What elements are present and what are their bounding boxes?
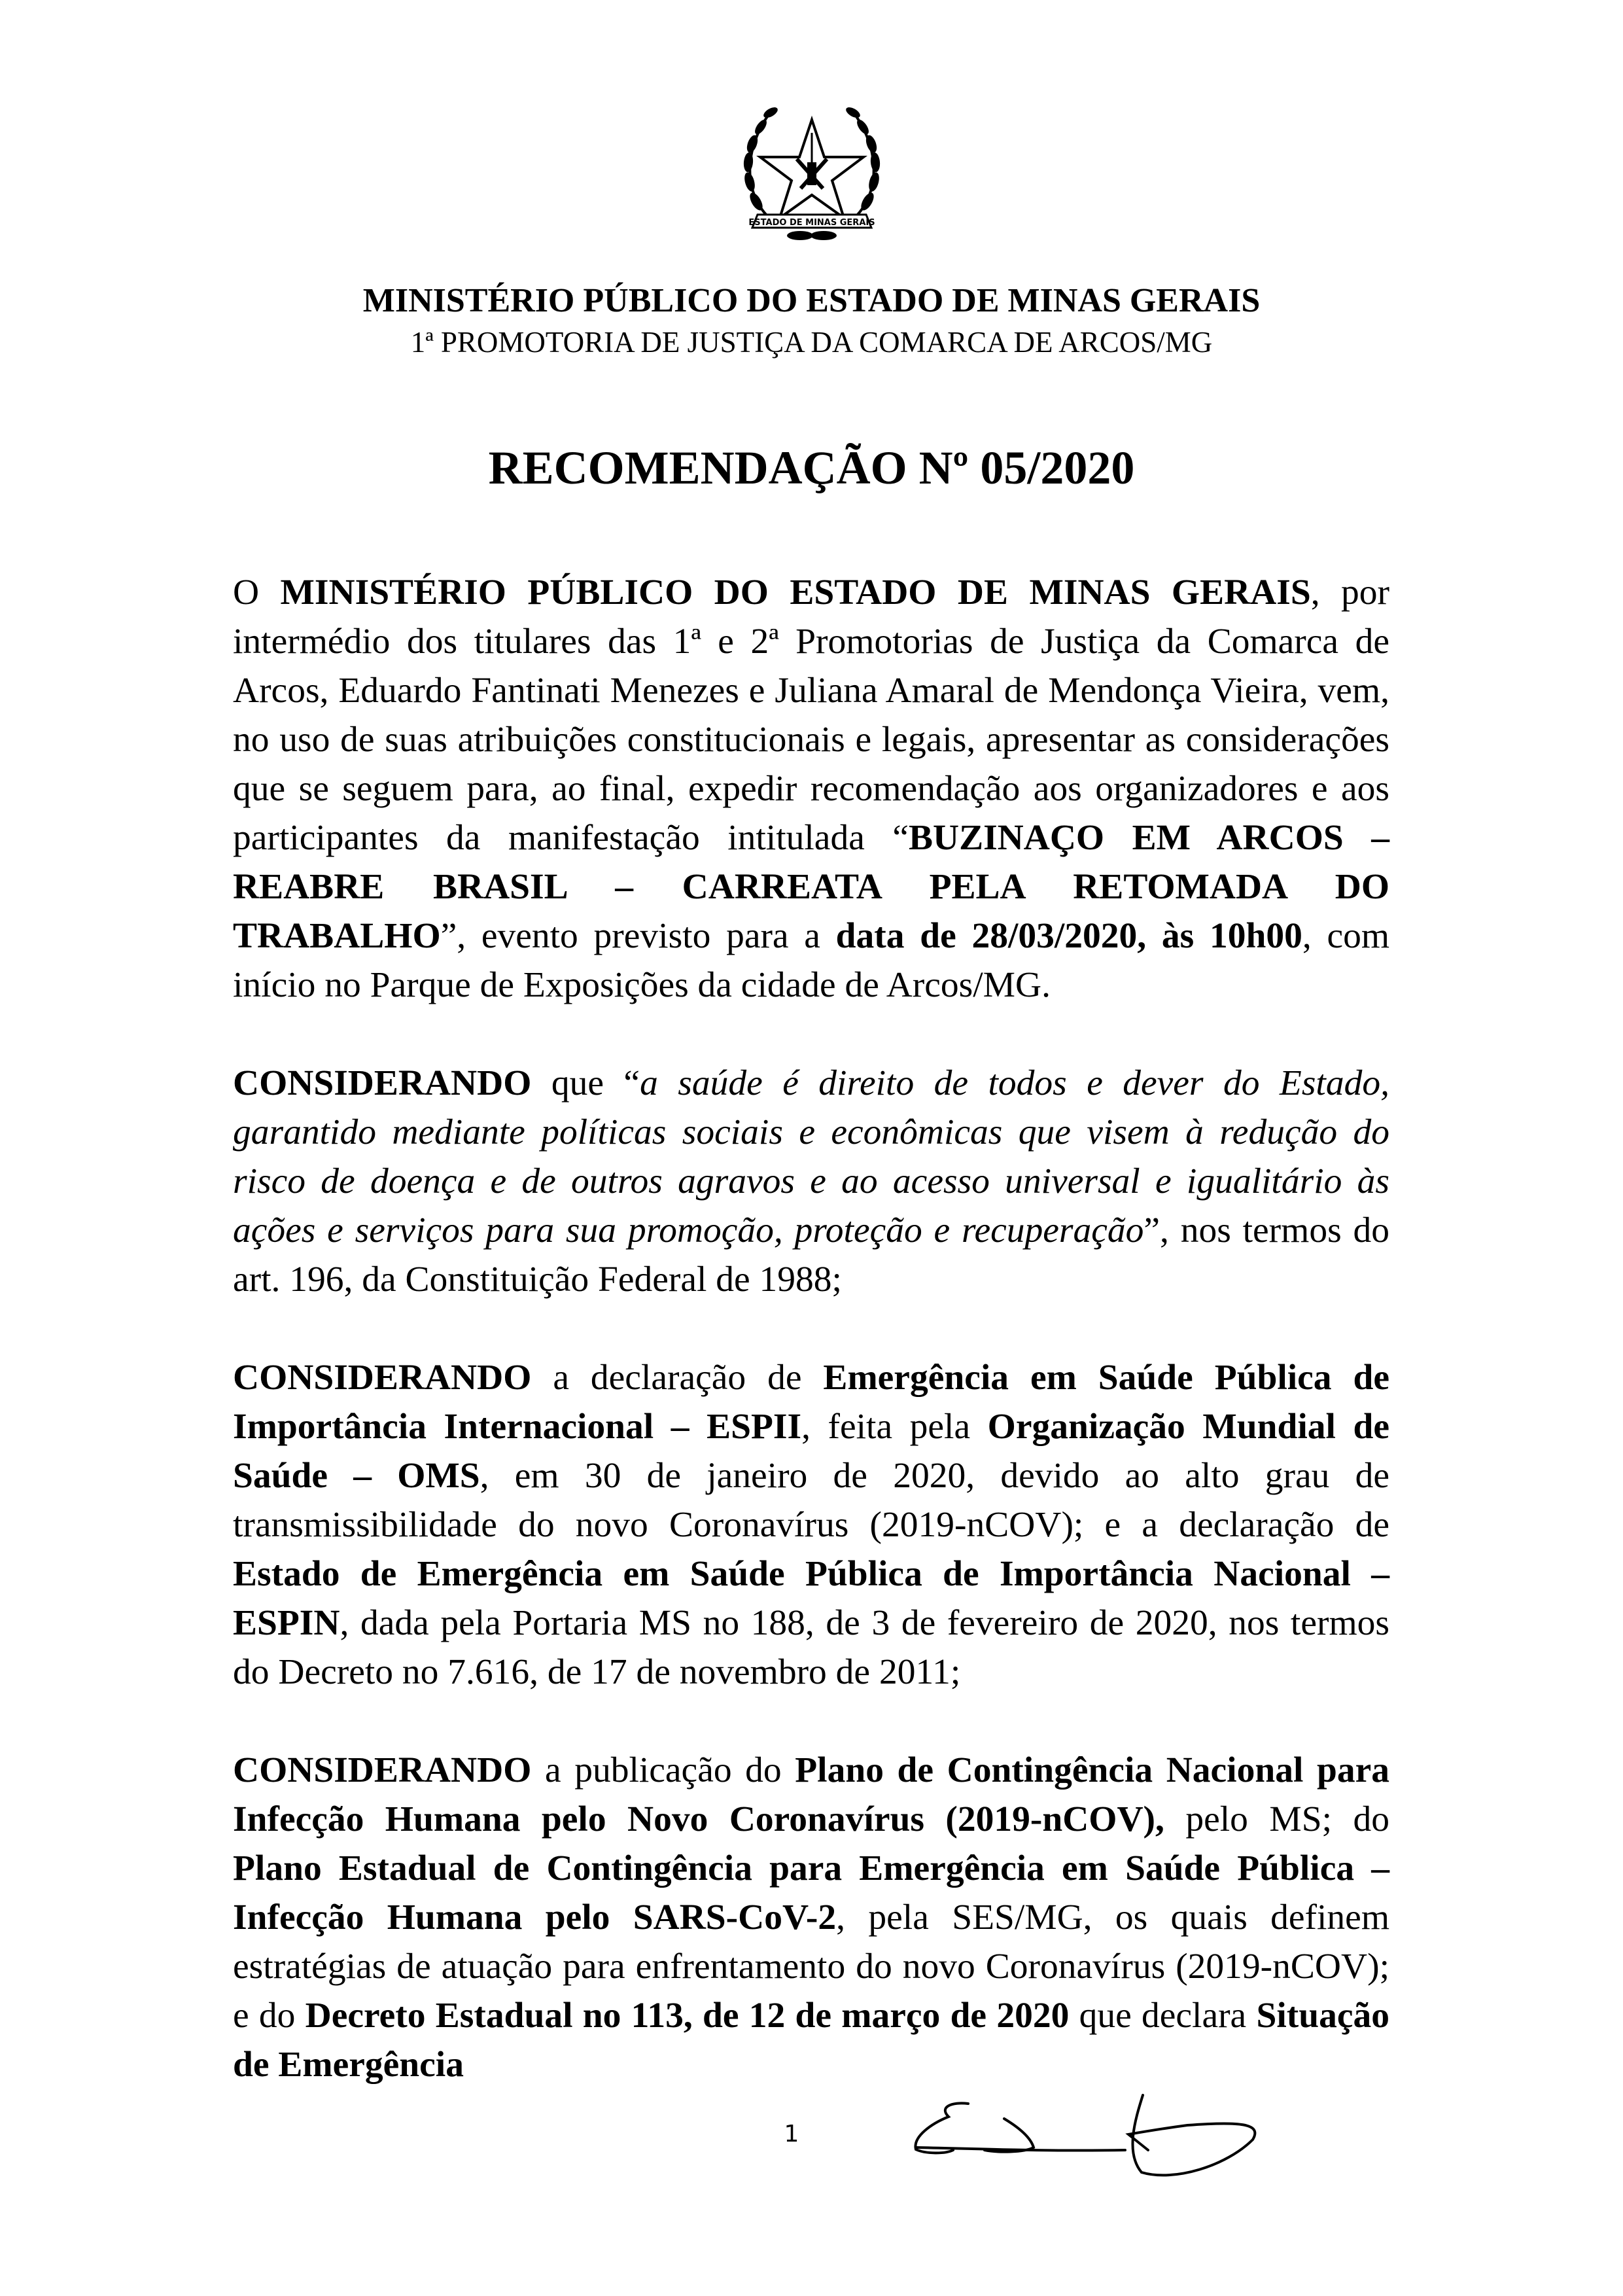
text-segment: , pela SES/MG, os quais definem estratégias de atuação para enfrentamento do novo Coronavírus (2019-nCOV); e do (233, 1898, 1389, 2036)
text-segment-bold: Emergência em Saúde Pública de Importância Internacional – ESPII (233, 1358, 1389, 1447)
text-segment-bold: MINISTÉRIO PÚBLICO DO ESTADO DE MINAS GERAIS (280, 573, 1311, 612)
text-segment: , feita pela (801, 1407, 988, 1447)
text-segment: , por intermédio dos titulares das 1ª e 2ª Promotorias de Justiça da Comarca de Arcos, Eduardo Fantinati Menezes e Juliana Amaral de Mendonça Vieira, vem, no uso de suas atribuições constitucionais e legais, apresentar as considerações que se seguem para, ao final, expedir recomendação aos organizadores e aos participantes da manifestação intitulada “ (233, 573, 1390, 858)
paragraph-considerando-1 (233, 1059, 1389, 1304)
text-segment-bold: CONSIDERANDO (233, 1750, 532, 1790)
text-segment-bold: Plano Estadual de Contingência para Emergência em Saúde Pública – Infecção Humana pelo SARS-CoV-2 (233, 1848, 1389, 1937)
paragraph-considerando-3 (233, 1746, 1389, 2089)
text-segment: a publicação do (531, 1750, 795, 1790)
document-title: RECOMENDAÇÃO Nº 05/2020 (488, 442, 1135, 494)
event-date: data de 28/03/2020, às 10h00 (835, 916, 1302, 956)
text-segment-bold: CONSIDERANDO (233, 1358, 532, 1398)
text-segment-bold: Decreto Estadual no 113, de 12 de março de 2020 (305, 1996, 1070, 2036)
institution-name: MINISTÉRIO PÚBLICO DO ESTADO DE MINAS GERAIS (362, 282, 1261, 319)
event-name: BUZINAÇO EM ARCOS – REABRE BRASIL – CARREATA PELA RETOMADA DO TRABALHO (233, 818, 1389, 956)
text-segment: O (233, 573, 281, 612)
text-segment-bold: Organização Mundial de Saúde – OMS (233, 1407, 1389, 1496)
text-segment: , dada pela Portaria MS no 188, de 3 de fevereiro de 2020, nos termos do Decreto no 7.616, de 17 de novembro de 2011; (233, 1603, 1389, 1692)
text-segment-bold: Situação de Emergência (233, 1996, 1389, 2085)
page-number: 1 (784, 2121, 799, 2147)
text-segment: pelo MS; do (1164, 1799, 1389, 1839)
coat-of-arms-seal-icon (731, 97, 892, 247)
paragraph-considerando-2 (233, 1353, 1389, 1697)
text-segment: , em 30 de janeiro de 2020, devido ao alto grau de transmissibilidade do novo Coronavírus (2019-nCOV); e a declaração de (233, 1456, 1389, 1545)
handwritten-signature-icon (913, 2094, 1292, 2185)
text-segment-bold: CONSIDERANDO (233, 1063, 532, 1103)
text-segment: ”, evento previsto para a (440, 916, 836, 956)
constitution-quote: a saúde é direito de todos e dever do Estado, garantido mediante políticas sociais e econômicas que visem à redução do risco de doença e de outros agravos e ao acesso universal e igualitário às ações e serviços para sua promoção, proteção e recuperação (233, 1063, 1389, 1250)
text-segment: a declaração de (531, 1358, 824, 1398)
document-body (233, 568, 1389, 2138)
office-name: 1ª PROMOTORIA DE JUSTIÇA DA COMARCA DE ARCOS/MG (410, 326, 1213, 359)
text-segment: que “ (531, 1063, 640, 1103)
text-segment: que declara (1069, 1996, 1257, 2036)
paragraph-intro (233, 568, 1389, 1010)
seal-text: ESTADO DE MINAS GERAIS (748, 218, 875, 228)
text-segment: , com início no Parque de Exposições da cidade de Arcos/MG. (233, 916, 1389, 1005)
text-segment-bold: Estado de Emergência em Saúde Pública de Importância Nacional – ESPIN (233, 1554, 1389, 1643)
text-segment-bold: Plano de Contingência Nacional para Infecção Humana pelo Novo Coronavírus (2019-nCOV), (233, 1750, 1389, 1839)
text-segment: ”, nos termos do art. 196, da Constituição Federal de 1988; (233, 1210, 1389, 1299)
